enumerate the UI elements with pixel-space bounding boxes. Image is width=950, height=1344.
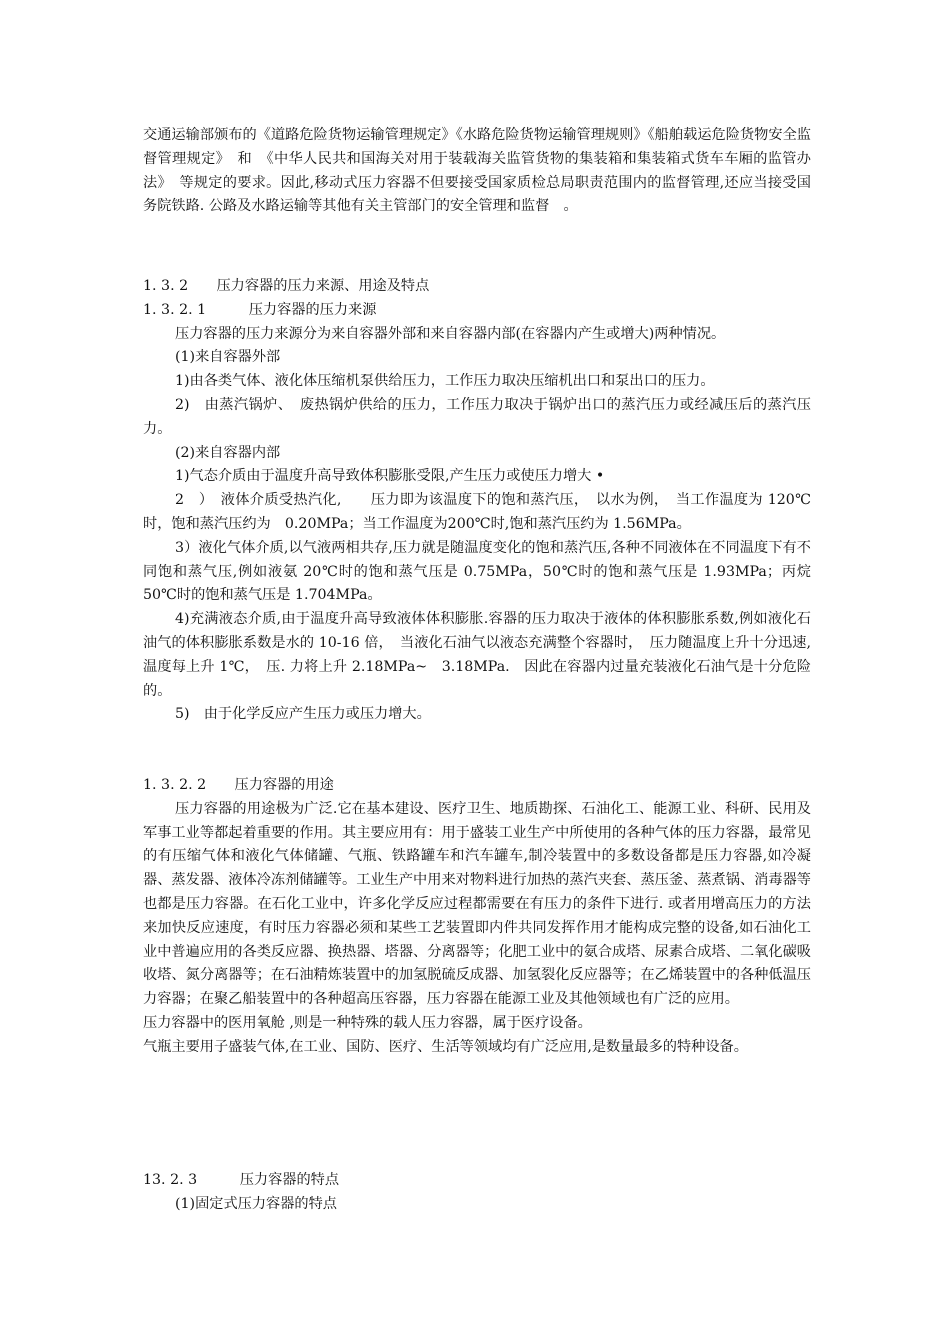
list-item-internal-2: 2 ） 液体介质受热汽化, 压力即为该温度下的饱和蒸汽压， 以水为例， 当工作温度为 120℃时，饱和蒸汽压约为 0.20MPa；当工作温度为200℃时,饱和蒸汽压约为 1.56MPa。 <box>143 492 811 532</box>
section-1-3-2-2 <box>143 774 811 1060</box>
intro-block <box>143 124 811 219</box>
paragraph-gas-cylinders: 气瓶主要用子盛装气体,在工业、国防、医疗、生活等领域均有广泛应用,是数量最多的特种设备。 <box>143 1038 748 1055</box>
section-heading-1-3-2-1: 1. 3. 2. 1 压力容器的压力来源 <box>143 301 377 318</box>
paragraph-pressure-sources: 压力容器的压力来源分为来自容器外部和来自容器内部(在容器内产生或增大)两种情况。 <box>175 325 726 342</box>
list-heading-external: (1)来自容器外部 <box>175 349 281 366</box>
paragraph-oxygen-chamber: 压力容器中的医用氧舱 ,则是一种特殊的载人压力容器，属于医疗设备。 <box>143 1014 592 1031</box>
list-item-internal-4: 4)充满液态介质,由于温度升高导致液体体积膨胀.容器的压力取决于液体的体积膨胀系数,例如液化石油气的体积膨胀系数是水的 10-16 倍， 当液化石油气以液态充满整个容器时， 压力随温度上升十分迅速,温度每上升 1℃， 压. 力将上升 2.18MPa~ 3.18MPa. 因此在容器内过量充装液化石油气是十分危险的。 <box>143 611 811 699</box>
section-heading-1-3-2-3: 13. 2. 3 压力容器的特点 <box>143 1172 340 1188</box>
section-heading-1-3-2: 1. 3. 2 压力容器的压力来源、用途及特点 <box>143 278 430 294</box>
section-1-3-2-3 <box>143 1169 811 1217</box>
list-item-external-2: 2) 由蒸汽锅炉、 废热锅炉供给的压力，工作压力取决于锅炉出口的蒸汽压力或经减压后的蒸汽压力。 <box>143 396 811 437</box>
paragraph-uses: 压力容器的用途极为广泛.它在基本建设、医疗卫生、地质勘探、石油化工、能源工业、科研、民用及军事工业等都起着重要的作用。其主要应用有：用于盛装工业生产中所使用的各种气体的压力容器，最常见的有压缩气体和液化气体储罐、气瓶、铁路罐车和汽车罐车,制冷装置中的多数设备都是压力容器,如冷凝器、蒸发器、液体冷冻剂储罐等。工业生产中用来对物料进行加热的蒸汽夹套、蒸压釜、蒸煮锅、消毒器等也都是压力容器。在石化工业中，许多化学反应过程都需要在有压力的条件下进行. 或者用增高压力的方法来加快反应速度，有时压力容器必须和某些工艺装置即内件共同发挥作用才能构成完整的设备,如石油化工业中普遍应用的各类反应器、换热器、塔器、分离器等；化肥工业中的氨合成塔、尿素合成塔、二氧化碳吸收塔、氮分离器等；在石油精炼装置中的加氢脱硫反成器、加氢裂化反应器等；在乙烯装置中的各种低温压力容器；在聚乙船装置中的各种超高压容器，压力容器在能源工业及其他领域也有广泛的应用。 <box>143 800 811 1008</box>
list-item-internal-5: 5) 由于化学反应产生压力或压力增大。 <box>175 706 431 723</box>
intro-paragraph: 交通运输部颁布的《道路危险货物运输管理规定》《水路危险货物运输管理规则》《船舶载运危险货物安全监督管理规定》 和 《中华人民共和国海关对用于装载海关监管货物的集装箱和集装箱式货车车厢的监管办法》 等规定的要求。因此,移动式压力容器不但要接受国家质检总局职责范围内的监督管理,还应当接受国务院铁路. 公路及水路运输等其他有关主管部门的安全管理和监督 。 <box>143 127 811 215</box>
section-1-3-2 <box>143 275 811 727</box>
list-heading-fixed-vessels: (1)固定式压力容器的特点 <box>175 1195 337 1212</box>
list-heading-internal: (2)来自容器内部 <box>175 444 281 461</box>
list-item-internal-3: 3）液化气体介质,以气液两相共存,压力就是随温度变化的饱和蒸汽压,各种不同液体在不同温度下有不同饱和蒸气压,例如液氨 20℃时的饱和蒸气压是 0.75MPa，50℃时的饱和蒸气压是 1.93MPa；丙烷 50℃时的饱和蒸气压是 1.704MPa。 <box>143 539 811 604</box>
section-heading-1-3-2-2: 1. 3. 2. 2 压力容器的用途 <box>143 777 334 793</box>
list-item-internal-1: 1)气态介质由于温度升高导致体积膨胀受限,产生压力或使压力增大 • <box>175 468 605 485</box>
list-item-external-1: 1)由各类气体、液化体压缩机泵供给压力，工作压力取决压缩机出口和泵出口的压力。 <box>175 373 715 390</box>
